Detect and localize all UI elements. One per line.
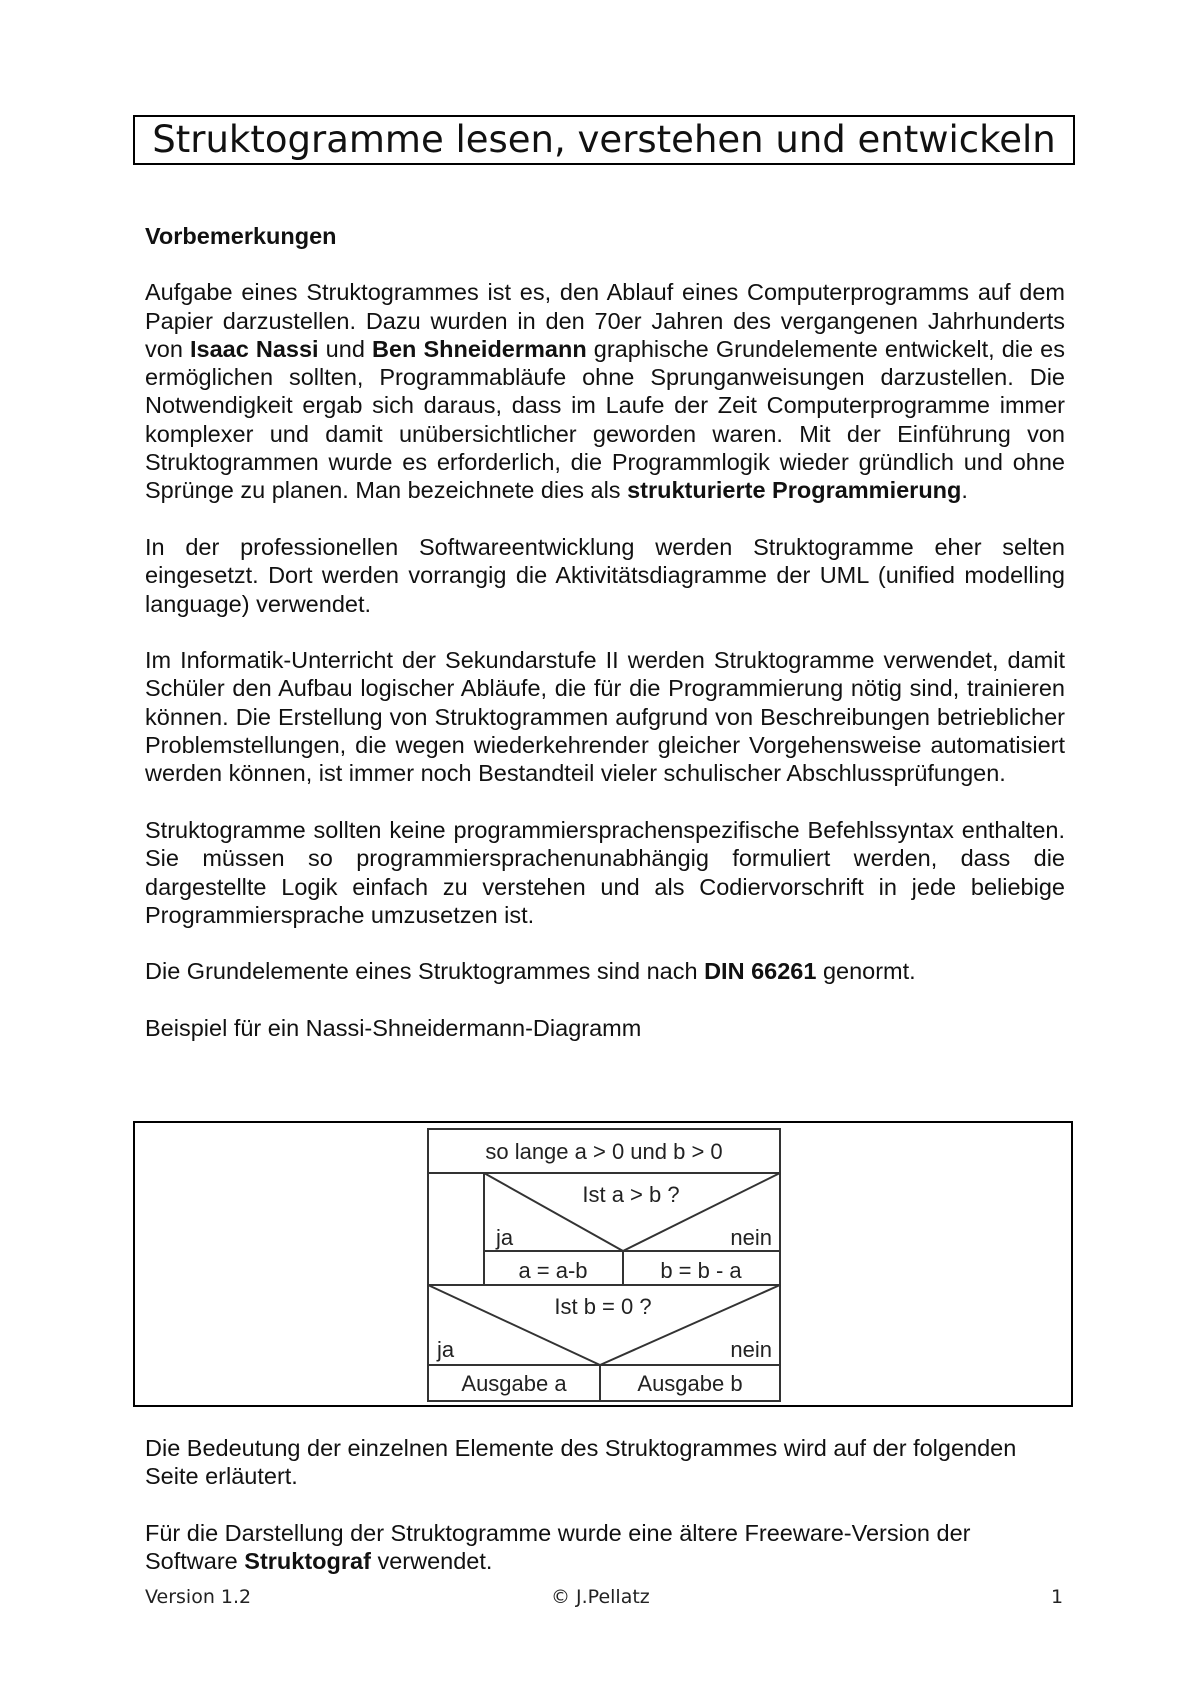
action-a-minus-b: a = a-b: [518, 1258, 588, 1283]
loop-condition: so lange a > 0 und b > 0: [485, 1139, 723, 1164]
paragraph-school-use: Im Informatik-Unterricht der Sekundarstufe II werden Struktogramme verwendet, damit Schüler den Aufbau logischer Abläufe, die für die Programmierung nötig sind, trainieren können. Die Erstellung von Struktogrammen aufgrund von Beschreibungen betrieblicher Problemstellungen, die wegen wiederkehrender gleicher Vorgehensweise automatisiert werden können, ist immer noch Bestandteil vieler schulischer Abschlussprüfungen.: [145, 647, 1065, 787]
branch-no-1: nein: [730, 1225, 772, 1250]
paragraph-syntax: Struktogramme sollten keine programmiersprachenspezifische Befehlssyntax enthalten. Sie müssen so programmiersprachenunabhängig formuliert werden, dass die dargestellte Logik einfach zu verstehen und als Codiervorschrift in jede beliebige Programmiersprache umzusetzen ist.: [145, 816, 1065, 928]
paragraph-example-caption: Beispiel für ein Nassi-Shneidermann-Diagramm: [145, 1015, 642, 1042]
paragraph-din: Die Grundelemente eines Struktogrammes sind nach DIN 66261 genormt.: [145, 958, 916, 985]
name-isaac-nassi: Isaac Nassi: [189, 335, 319, 362]
action-b-minus-a: b = b - a: [660, 1258, 742, 1283]
paragraph-intro: Aufgabe eines Struktogrammes ist es, den Ablauf eines Computerprogramms auf dem Papier darzustellen. Dazu wurden in den 70er Jahren des vergangenen Jahrhunderts von Isaac Nassi und Ben Shneidermann graphische Grundelemente entwickelt, die es ermöglichen sollten, Programmabläufe ohne Sprunganweisungen darzustellen. Die Notwendigkeit ergab sich daraus, dass im Laufe der Zeit Computerprogramme immer komplexer und damit unübersichtlicher geworden waren. Mit der Einführung von Struktogrammen wurde es erforderlich, die Programmlogik wieder gründlich und ohne Sprünge zu planen. Man bezeichnete dies als strukturierte Programmierung.: [145, 279, 1065, 504]
diagram-frame: [133, 1121, 1073, 1407]
document-title: Struktogramme lesen, verstehen und entwickeln: [133, 115, 1075, 165]
paragraph-next-page: Die Bedeutung der einzelnen Elemente des Struktogrammes wird auf der folgenden Seite erläutert.: [145, 1435, 1017, 1490]
nassi-shneiderman-diagram: [135, 1123, 1071, 1405]
footer-author: © J.Pellatz: [551, 1586, 650, 1608]
output-a: Ausgabe a: [461, 1371, 567, 1396]
term-struktograf: Struktograf: [244, 1548, 371, 1575]
footer-page-number: 1: [1051, 1586, 1064, 1608]
branch-yes-1: ja: [496, 1225, 514, 1250]
main-text: [145, 222, 1065, 1071]
section-heading: Vorbemerkungen: [145, 223, 337, 249]
footer-version: Version 1.2: [145, 1586, 252, 1608]
condition-1: Ist a > b ?: [582, 1182, 680, 1207]
condition-2: Ist b = 0 ?: [554, 1294, 652, 1319]
closing-text: [145, 1434, 1065, 1604]
branch-no-2: nein: [730, 1337, 772, 1362]
paragraph-software: Für die Darstellung der Struktogramme wurde eine ältere Freeware-Version der Software Struktograf verwendet.: [145, 1519, 971, 1575]
paragraph-professional-use: In der professionellen Softwareentwicklung werden Struktogramme eher selten eingesetzt. Dort werden vorrangig die Aktivitätsdiagramme der UML (unified modelling language) verwendet.: [145, 533, 1065, 617]
term-strukturierte-programmierung: strukturierte Programmierung: [627, 477, 962, 504]
branch-yes-2: ja: [437, 1337, 455, 1362]
output-b: Ausgabe b: [637, 1371, 743, 1396]
name-ben-shneidermann: Ben Shneidermann: [371, 335, 587, 362]
term-din-66261: DIN 66261: [704, 958, 817, 985]
